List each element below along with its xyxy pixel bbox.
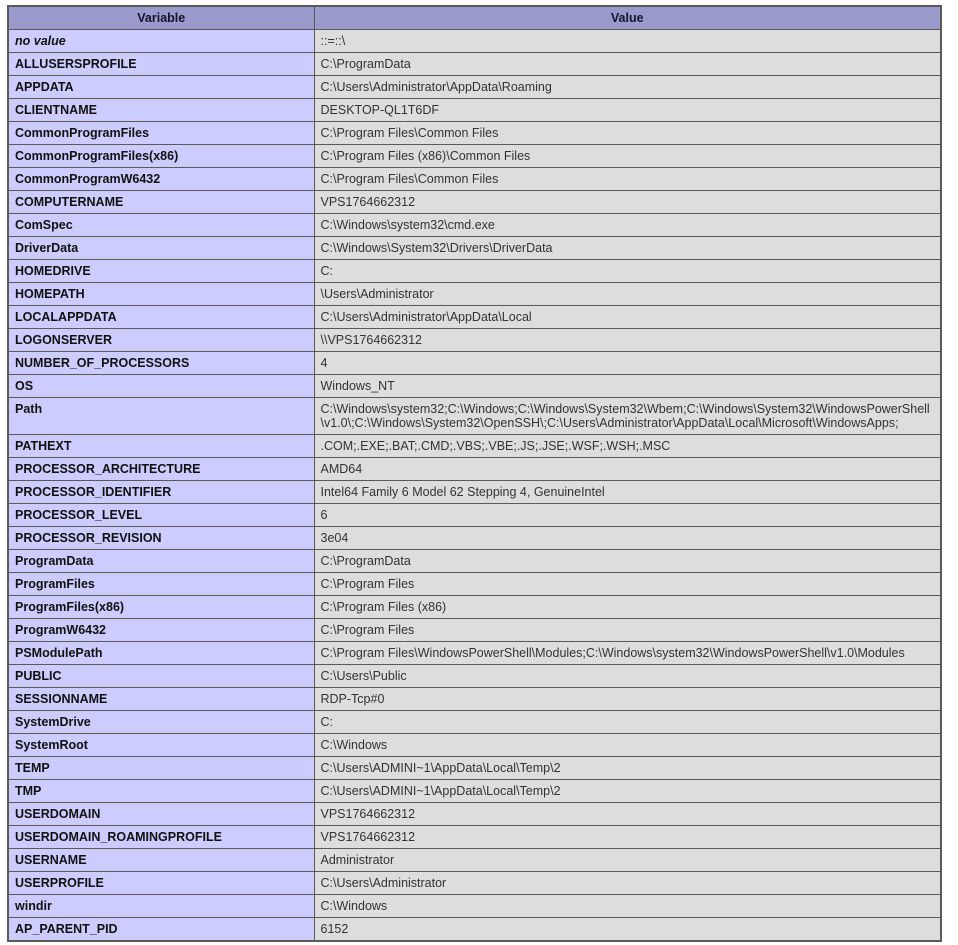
variable-cell: ProgramData [8,550,314,573]
table-row [8,757,941,780]
variable-cell: CommonProgramW6432 [8,168,314,191]
table-row [8,145,941,168]
value-cell: C: [314,260,941,283]
value-cell: C:\Windows\System32\Drivers\DriverData [314,237,941,260]
variable-cell: TMP [8,780,314,803]
variable-cell: HOMEDRIVE [8,260,314,283]
value-cell: C:\Program Files [314,619,941,642]
value-cell: C:\Program Files (x86)\Common Files [314,145,941,168]
table-row [8,352,941,375]
variable-cell: CommonProgramFiles [8,122,314,145]
value-cell: C: [314,711,941,734]
variable-cell: NUMBER_OF_PROCESSORS [8,352,314,375]
table-body [8,30,941,942]
table-row [8,306,941,329]
table-row [8,665,941,688]
variable-cell: ComSpec [8,214,314,237]
table-row [8,642,941,665]
table-row [8,99,941,122]
variable-cell: windir [8,895,314,918]
variable-cell: ProgramFiles [8,573,314,596]
variable-cell: PATHEXT [8,435,314,458]
table-row [8,596,941,619]
variable-cell: PROCESSOR_IDENTIFIER [8,481,314,504]
table-row [8,826,941,849]
value-cell: C:\Users\ADMINI~1\AppData\Local\Temp\2 [314,757,941,780]
table-row [8,849,941,872]
value-cell: C:\Users\Administrator\AppData\Local [314,306,941,329]
variable-cell: USERDOMAIN [8,803,314,826]
table-row [8,398,941,435]
variable-cell: no value [8,30,314,53]
value-cell: C:\Program Files (x86) [314,596,941,619]
table-row [8,53,941,76]
variable-cell: LOCALAPPDATA [8,306,314,329]
table-row [8,872,941,895]
value-cell: C:\Windows\system32\cmd.exe [314,214,941,237]
variable-cell: ProgramFiles(x86) [8,596,314,619]
table-row [8,619,941,642]
table-row [8,214,941,237]
table-row [8,375,941,398]
value-cell: C:\Program Files [314,573,941,596]
variable-cell: AP_PARENT_PID [8,918,314,942]
variable-cell: Path [8,398,314,435]
value-cell: C:\Users\Public [314,665,941,688]
value-cell: ::=::\ [314,30,941,53]
variable-cell: SystemRoot [8,734,314,757]
table-row [8,550,941,573]
table-row [8,711,941,734]
variable-cell: OS [8,375,314,398]
variable-cell: PROCESSOR_ARCHITECTURE [8,458,314,481]
value-cell: RDP-Tcp#0 [314,688,941,711]
variable-cell: SESSIONNAME [8,688,314,711]
table-row [8,168,941,191]
table-row [8,688,941,711]
variable-cell: ProgramW6432 [8,619,314,642]
environment-variables-table [7,5,942,942]
column-header-variable: Variable [8,6,314,30]
value-cell: VPS1764662312 [314,191,941,214]
value-cell: Administrator [314,849,941,872]
table-row [8,481,941,504]
table-row [8,780,941,803]
table-header [8,6,941,30]
value-cell: 6 [314,504,941,527]
value-cell: AMD64 [314,458,941,481]
table-row [8,573,941,596]
value-cell: 4 [314,352,941,375]
table-row [8,527,941,550]
table-row [8,458,941,481]
table-row [8,76,941,99]
variable-cell: APPDATA [8,76,314,99]
value-cell: VPS1764662312 [314,803,941,826]
value-cell: C:\Windows\system32;C:\Windows;C:\Windows\System32\Wbem;C:\Windows\System32\WindowsPowerShell\v1.0\;C:\Windows\System32\OpenSSH\;C:\Users\Administrator\AppData\Local\Microsoft\WindowsApps; [314,398,941,435]
variable-cell: ALLUSERSPROFILE [8,53,314,76]
value-cell: .COM;.EXE;.BAT;.CMD;.VBS;.VBE;.JS;.JSE;.WSF;.WSH;.MSC [314,435,941,458]
table-row [8,237,941,260]
value-cell: 3e04 [314,527,941,550]
variable-cell: SystemDrive [8,711,314,734]
variable-cell: CommonProgramFiles(x86) [8,145,314,168]
value-cell: C:\Program Files\Common Files [314,168,941,191]
variable-cell: USERDOMAIN_ROAMINGPROFILE [8,826,314,849]
table-row [8,504,941,527]
table-row [8,803,941,826]
variable-cell: HOMEPATH [8,283,314,306]
column-header-value: Value [314,6,941,30]
variable-cell: PROCESSOR_LEVEL [8,504,314,527]
value-cell: C:\Users\Administrator\AppData\Roaming [314,76,941,99]
table-row [8,191,941,214]
value-cell: C:\Users\ADMINI~1\AppData\Local\Temp\2 [314,780,941,803]
value-cell: C:\ProgramData [314,53,941,76]
table-row [8,918,941,942]
variable-cell: USERNAME [8,849,314,872]
value-cell: C:\Windows [314,895,941,918]
value-cell: DESKTOP-QL1T6DF [314,99,941,122]
value-cell: Intel64 Family 6 Model 62 Stepping 4, GenuineIntel [314,481,941,504]
table-row [8,122,941,145]
value-cell: C:\Program Files\WindowsPowerShell\Modules;C:\Windows\system32\WindowsPowerShell\v1.0\Modules [314,642,941,665]
value-cell: C:\Users\Administrator [314,872,941,895]
variable-cell: PROCESSOR_REVISION [8,527,314,550]
variable-cell: TEMP [8,757,314,780]
variable-cell: COMPUTERNAME [8,191,314,214]
value-cell: C:\Program Files\Common Files [314,122,941,145]
variable-cell: DriverData [8,237,314,260]
variable-cell: USERPROFILE [8,872,314,895]
table-row [8,283,941,306]
table-row [8,734,941,757]
table-row [8,30,941,53]
value-cell: 6152 [314,918,941,942]
header-row [8,6,941,30]
table-row [8,329,941,352]
table-row [8,895,941,918]
table-row [8,435,941,458]
variable-cell: PSModulePath [8,642,314,665]
value-cell: C:\ProgramData [314,550,941,573]
value-cell: Windows_NT [314,375,941,398]
value-cell: C:\Windows [314,734,941,757]
variable-cell: CLIENTNAME [8,99,314,122]
table-row [8,260,941,283]
value-cell: VPS1764662312 [314,826,941,849]
value-cell: \\VPS1764662312 [314,329,941,352]
value-cell: \Users\Administrator [314,283,941,306]
variable-cell: LOGONSERVER [8,329,314,352]
variable-cell: PUBLIC [8,665,314,688]
